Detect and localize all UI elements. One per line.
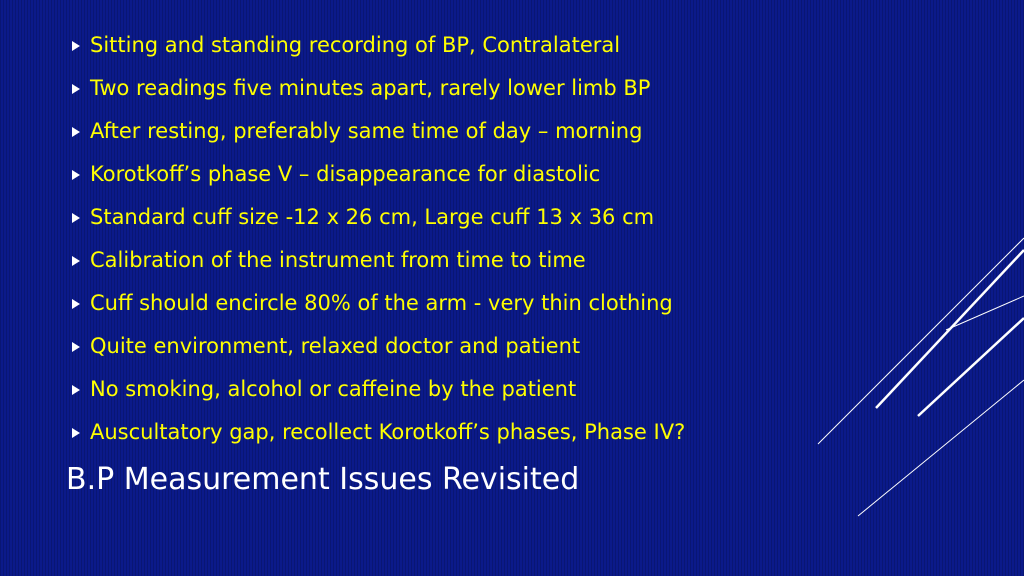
bullet-text: Quite environment, relaxed doctor and patient: [90, 334, 581, 358]
bullet-text: Auscultatory gap, recollect Korotkoff’s phases, Phase IV?: [90, 420, 686, 444]
decor-line-thick-upper: [876, 250, 1024, 408]
decor-line-thick-lower: [918, 318, 1024, 416]
bullet-text: Two readings five minutes apart, rarely lower limb BP: [90, 76, 651, 100]
bullet-text: Calibration of the instrument from time to time: [90, 248, 586, 272]
bullet-text: Korotkoff’s phase V – disappearance for diastolic: [90, 162, 601, 186]
bullet-text: Sitting and standing recording of BP, Contralateral: [90, 33, 621, 57]
slide-title: B.P Measurement Issues Revisited: [66, 462, 580, 497]
decor-line-thin-short: [946, 296, 1024, 330]
bullet-text: After resting, preferably same time of day – morning: [90, 119, 643, 143]
bullet-text: No smoking, alcohol or caffeine by the patient: [90, 377, 577, 401]
bullet-text: Cuff should encircle 80% of the arm - very thin clothing: [90, 291, 673, 315]
bullet-text: Standard cuff size -12 x 26 cm, Large cuff 13 x 36 cm: [90, 205, 655, 229]
